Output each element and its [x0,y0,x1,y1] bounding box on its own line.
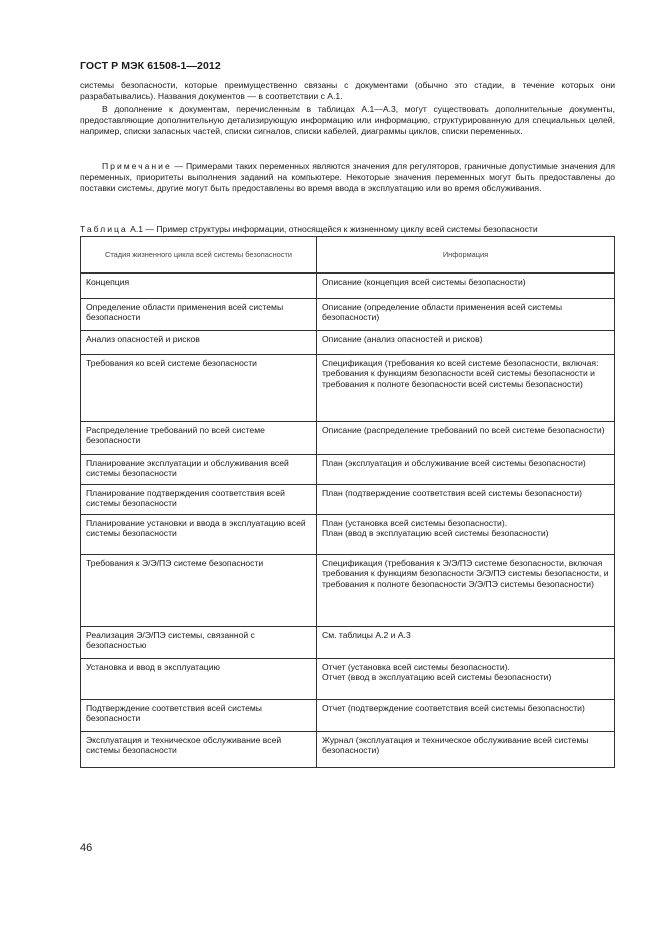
paragraph-continuation: системы безопасности, которые преимущественно связаны с документами (обычно это стадии, в течение которых они разрабатывались). Названия документов — в соответствии с А.1. [80,80,615,101]
stage-cell: Распределение требований по всей системе безопасности [81,421,317,454]
table-row [81,330,615,354]
table-row [81,514,615,554]
header-stage: Стадия жизненного цикла всей системы безопасности [81,237,317,274]
note-text: — Примерами таких переменных являются значения для регуляторов, граничные допустимые значения для переменных, приоритеты выполнения заданий на компьютере. Некоторые значения переменных могут быть предоставлены до поставки системы, другие могут быть предоставлены во время ввода в эксплуатацию или во время обслуживания. [80,161,615,193]
info-cell: Описание (распределение требований по всей системе безопасности) [317,421,615,454]
stage-cell: Подтверждение соответствия всей системы безопасности [81,699,317,731]
info-cell: Описание (концепция всей системы безопасности) [317,273,615,298]
table-caption-label: Таблица [80,224,128,234]
table-caption [80,224,620,234]
stage-cell: Концепция [81,273,317,298]
table-row [81,273,615,298]
info-cell: Журнал (эксплуатация и техническое обслуживание всей системы безопасности) [317,731,615,767]
stage-cell: Установка и ввод в эксплуатацию [81,658,317,699]
info-cell: Описание (анализ опасностей и рисков) [317,330,615,354]
table-row [81,484,615,514]
info-cell: Отчет (подтверждение соответствия всей системы безопасности) [317,699,615,731]
paragraph-additional-documents: В дополнение к документам, перечисленным в таблицах А.1—А.3, могут существовать дополнительные документы, предоставляющие дополнительную детализирующую информацию или информацию, структурированную для специальных целей, например, списки запасных частей, списки сигналов, списки кабелей, диаграммы циклов, списки переменных. [80,104,615,136]
stage-cell: Планирование эксплуатации и обслуживания всей системы безопасности [81,454,317,484]
table-row [81,699,615,731]
info-cell: Отчет (установка всей системы безопасности). Отчет (ввод в эксплуатацию всей системы безопасности) [317,658,615,699]
table-row [81,421,615,454]
table-row [81,298,615,330]
stage-cell: Анализ опасностей и рисков [81,330,317,354]
table-row [81,554,615,626]
info-cell: См. таблицы А.2 и А.3 [317,626,615,658]
document-header: ГОСТ Р МЭК 61508-1—2012 [80,60,221,72]
stage-cell: Планирование установки и ввода в эксплуатацию всей системы безопасности [81,514,317,554]
note-label: Примечание [102,161,172,171]
info-cell: План (эксплуатация и обслуживание всей системы безопасности) [317,454,615,484]
lifecycle-info-table [80,236,615,768]
info-cell: План (установка всей системы безопасности). План (ввод в эксплуатацию всей системы безопасности) [317,514,615,554]
header-info: Информация [317,237,615,274]
info-cell: План (подтверждение соответствия всей системы безопасности) [317,484,615,514]
table-row [81,454,615,484]
stage-cell: Реализация Э/Э/ПЭ системы, связанной с безопасностью [81,626,317,658]
info-cell: Описание (определение области применения всей системы безопасности) [317,298,615,330]
stage-cell: Требования к Э/Э/ПЭ системе безопасности [81,554,317,626]
table-header-row [81,237,615,274]
stage-cell: Планирование подтверждения соответствия всей системы безопасности [81,484,317,514]
table-caption-text: А.1 — Пример структуры информации, относящейся к жизненному циклу всей системы безопасности [127,224,538,234]
info-cell: Спецификация (требования ко всей системе безопасности, включая: требования к функциям безопасности всей системы безопасности и требования к полноте безопасности всей системы безопасности) [317,354,615,421]
table-row [81,658,615,699]
stage-cell: Требования ко всей системе безопасности [81,354,317,421]
stage-cell: Эксплуатация и техническое обслуживание всей системы безопасности [81,731,317,767]
stage-cell: Определение области применения всей системы безопасности [81,298,317,330]
table-row [81,731,615,767]
table-row [81,354,615,421]
page-number: 46 [80,842,93,854]
note-paragraph [80,161,615,194]
table-row [81,626,615,658]
info-cell: Спецификация (требования к Э/Э/ПЭ системе безопасности, включая требования к функциям безопасности Э/Э/ПЭ системы безопасности, и требования к полноте безопасности Э/Э/ПЭ системы безопасности) [317,554,615,626]
